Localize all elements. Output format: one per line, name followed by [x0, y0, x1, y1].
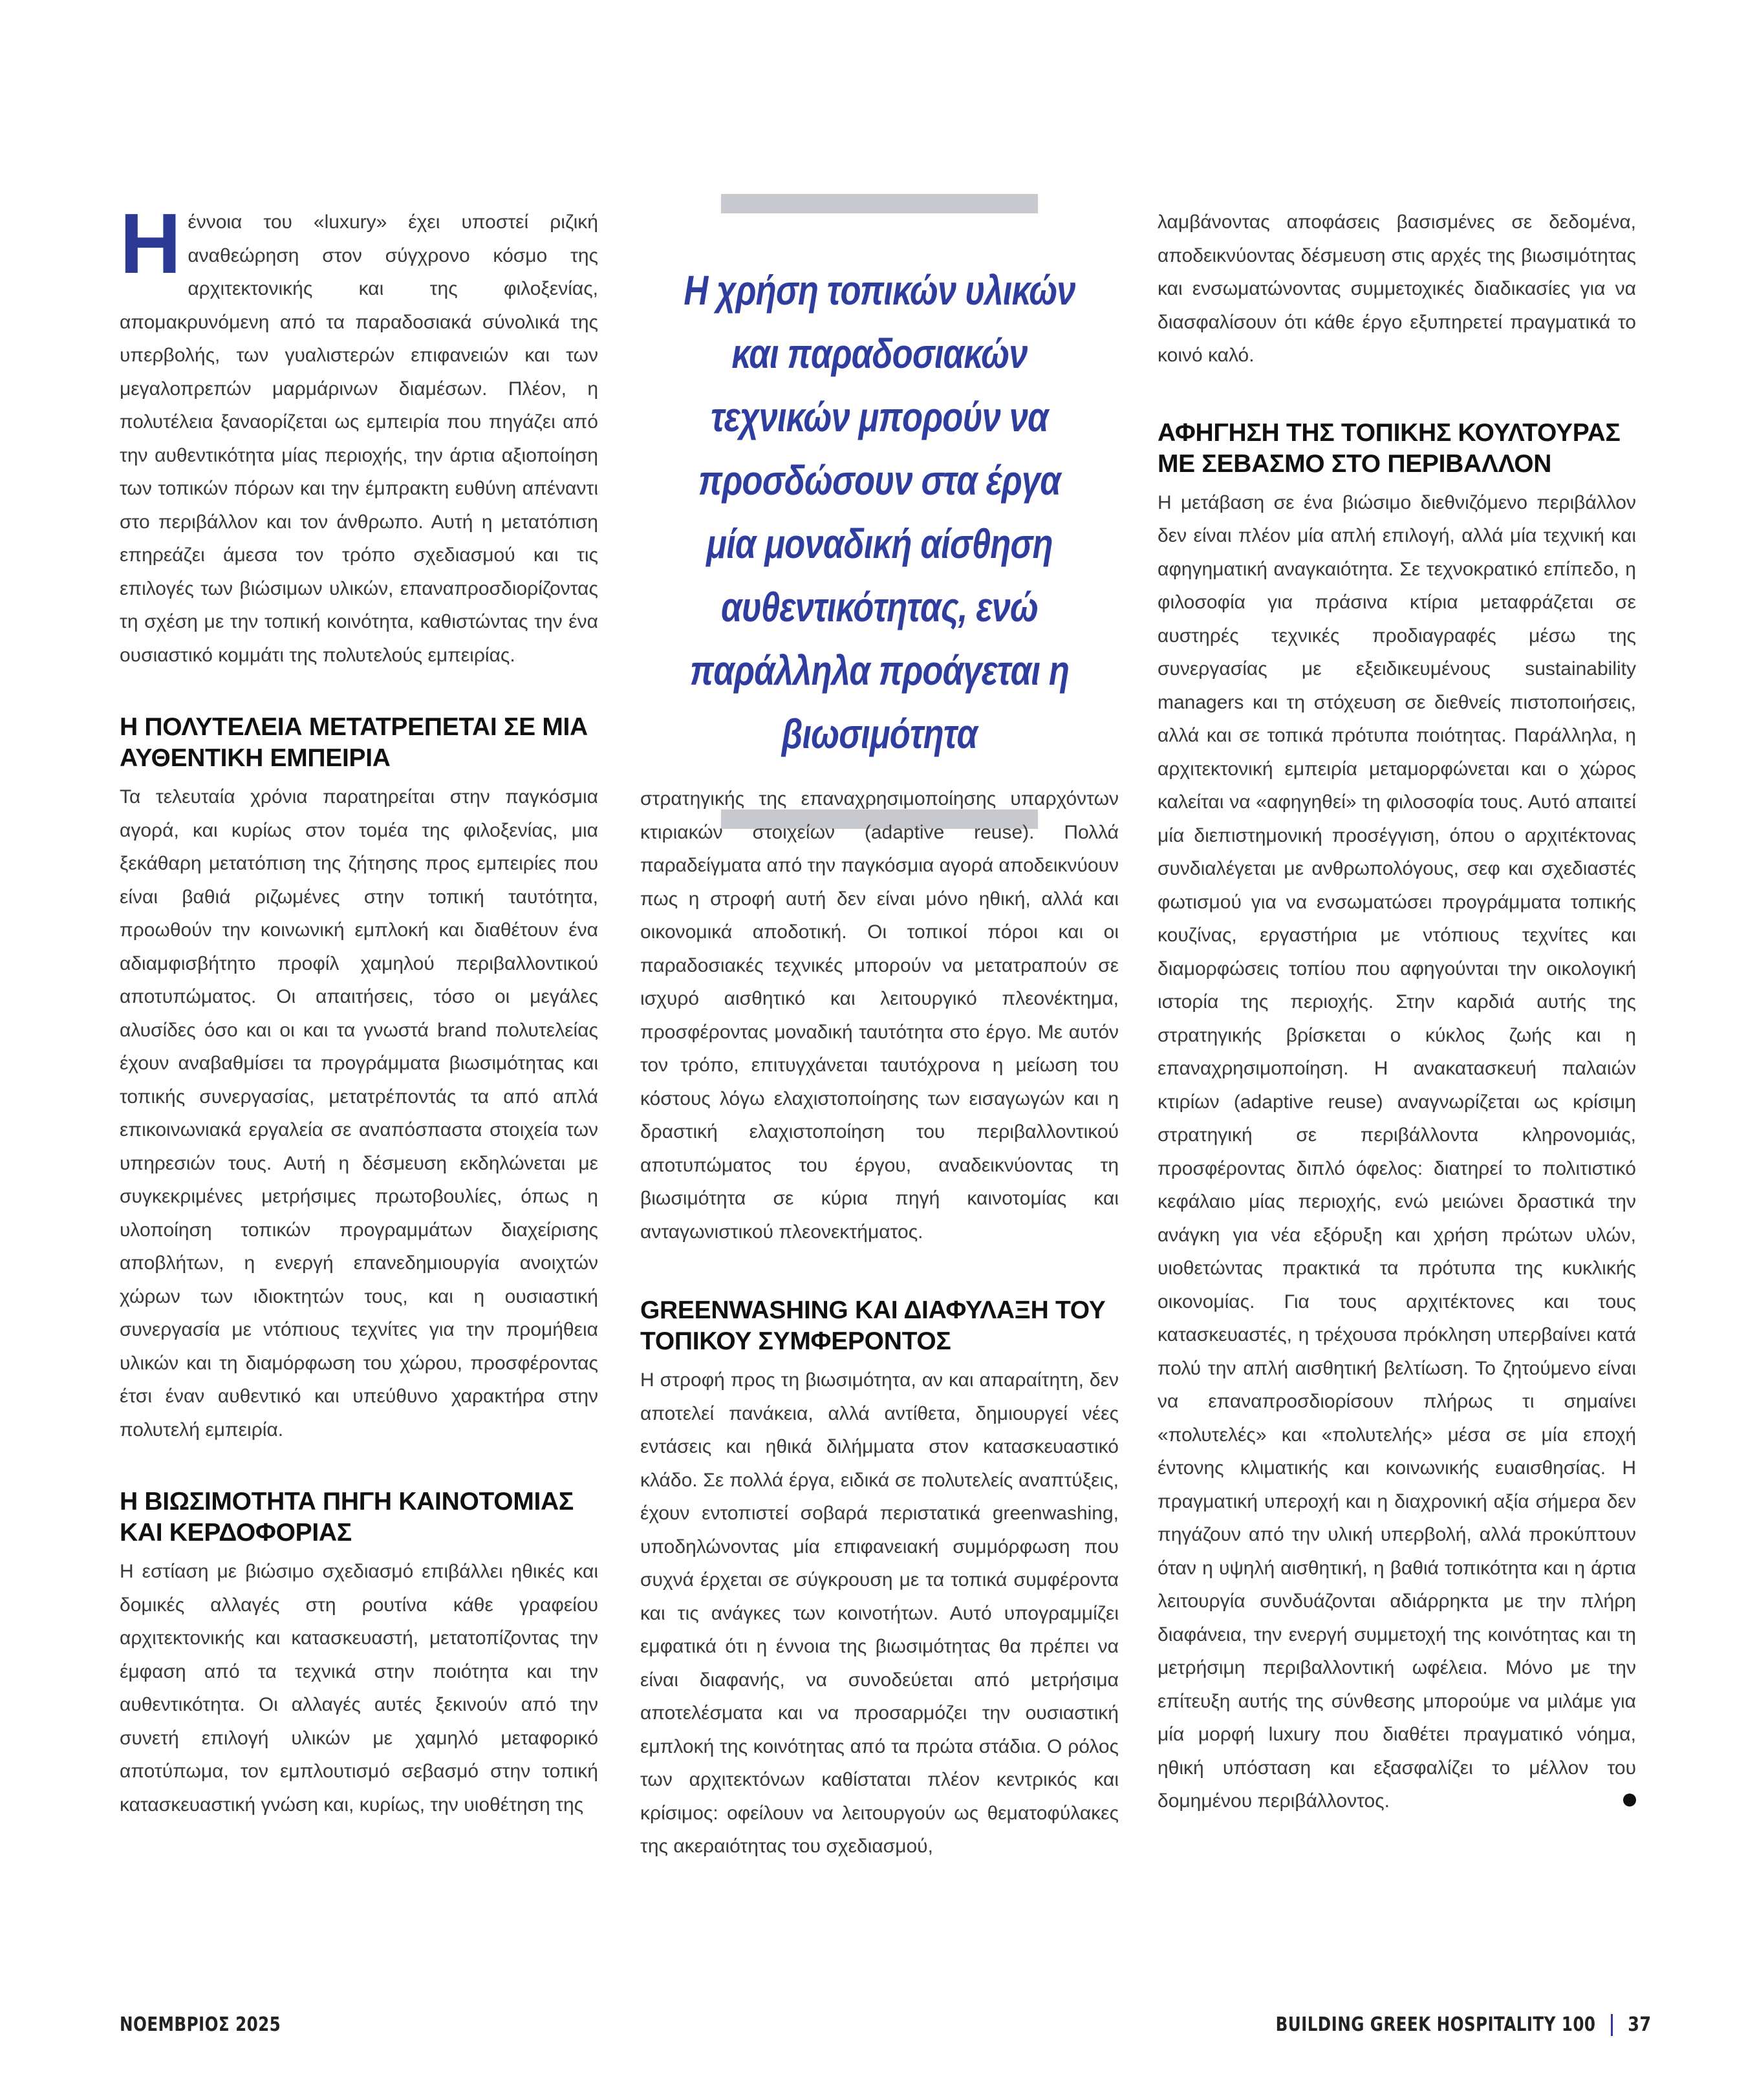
- footer-magazine-title: BUILDING GREEK HOSPITALITY 100: [1275, 2013, 1596, 2036]
- middle-column: [640, 782, 1119, 1863]
- paragraph-adaptive-reuse: στρατηγικής της επαναχρησιμοποίησης υπαρχόντων κτιριακών στοιχείων (adaptive reuse). Πολλά παραδείγματα από την παγκόσμια αγορά αποδεικνύουν πως η στροφή αυτή δεν είναι μόνο ηθική, αλλά και οικονομικά αποδοτική. Οι τοπικοί πόροι και οι παραδοσιακές τεχνικές μπορούν να μετατραπούν σε ισχυρό αισθητικό και λειτουργικό πλεονέκτημα, προσφέροντας μοναδική ταυτότητα στο έργο. Με αυτόν τον τρόπο, επιτυγχάνεται ταυτόχρονα η μείωση του κόστους λόγω ελαχιστοποίησης των εισαγωγών και η δραστική ελαχιστοποίηση του περιβαλλοντικού αποτυπώματος του έργου, αναδεικνύοντας τη βιωσιμότητα σε κύρια πηγή καινοτομίας και ανταγωνιστικού πλεονεκτήματος.: [640, 788, 1119, 1243]
- section-heading-greenwashing: GREENWASHING ΚΑΙ ΔΙΑΦΥΛΑΞΗ ΤΟΥ ΤΟΠΙΚΟΥ ΣΥΜΦΕΡΟΝΤΟΣ: [640, 1296, 1106, 1355]
- paragraph-sustainability-innovation: Η εστίαση με βιώσιμο σχεδιασμό επιβάλλει ηθικές και δομικές αλλαγές στη ρουτίνα κάθε γραφείου αρχιτεκτονικής και κατασκευαστή, μετατοπίζοντας την έμφαση από τα τεχνικά στην ποιότητα και την αυθεντικότητα. Οι αλλαγές αυτές ξεκινούν από την συνετή επιλογή υλικών με χαμηλό μεταφορικό αποτύπωμα, τον εμπλουτισμό σεβασμό στην τοπική κατασκευαστική γνώση και, κυρίως, την υιοθέτηση της: [120, 1561, 598, 1816]
- paragraph-local-culture: [1158, 486, 1636, 1818]
- drop-cap: Η: [120, 196, 179, 291]
- intro-paragraph: έννοια του «luxury» έχει υποστεί ριζική αναθεώρηση στον σύγχρονο κόσμο της αρχιτεκτονικής και της φιλοξενίας, απομακρυνόμενη από τα παραδοσιακά σύνολικά της υπερβολής, των γυαλιστερών επιφανειών και των μεγαλοπρεπών μαρμάρινων διαμέσων. Πλέον, η πολυτέλεια ξαναορίζεται ως εμπειρία που πηγάζει από την αυθεντικότητα μίας περιοχής, την άρτια αξιοποίηση των τοπικών πόρων και την έμπρακτη ευθύνη απέναντι στο περιβάλλον και τον άνθρωπο. Αυτή η μετατόπιση επηρεάζει άμεσα τον τρόπο σχεδιασμού και τις επιλογές των βιώσιμων υλικών, επαναπροσδιορίζοντας τη σχέση με την τοπική κοινότητα, καθιστώντας την ένα ουσιαστικό κομμάτι της πολυτελούς εμπειρίας.: [120, 211, 598, 666]
- left-column: [120, 196, 598, 1821]
- right-column: [1158, 206, 1636, 1818]
- intro-block: [120, 196, 598, 672]
- footer-right: [1205, 2013, 1654, 2036]
- footer-separator: [1611, 2014, 1613, 2036]
- pull-quote: [637, 194, 1122, 829]
- paragraph-luxury-experience: Τα τελευταία χρόνια παρατηρείται στην παγκόσμια αγορά, και κυρίως στον τομέα της φιλοξενίας, μια ξεκάθαρη μετατόπιση της ζήτησης προς εμπειρίες που είναι βαθιά ριζωμένες στην τοπική ταυτότητα, προωθούν την κοινωνική εμπλοκή και διαθέτουν ένα αδιαμφισβήτητο προφίλ χαμηλού περιβαλλοντικού αποτυπώματος. Οι απαιτήσεις, τόσο οι μεγάλες αλυσίδες όσο και οι και τα γνωστά brand πολυτελείας έχουν αναβαθμίσει τα προγράμματα βιωσιμότητας και τοπικής συνεργασίας, μετατρέποντάς τα από απλά επικοινωνιακά εργαλεία σε αναπόσπαστα στοιχεία των υπηρεσιών τους. Αυτή η δέσμευση εκδηλώνεται με συγκεκριμένες μετρήσιμες πρωτοβουλίες, όπως η υλοποίηση τοπικών προγραμμάτων διαχείρισης αποβλήτων, η ενεργή επανεδημιουργία ανοιχτών χώρων των ιδιοκτητών τους, και η ουσιαστική συνεργασία με ντόπιους τεχνίτες για την προμήθεια υλικών και τη διαμόρφωση του χώρου, προσφέροντας έτσι έναν αυθεντικό και υπεύθυνο χαρακτήρα στην πολυτελή εμπειρία.: [120, 786, 598, 1441]
- section-heading-luxury-experience: Η ΠΟΛΥΤΕΛΕΙΑ ΜΕΤΑΤΡΕΠΕΤΑΙ ΣΕ ΜΙΑ ΑΥΘΕΝΤΙΚΗ ΕΜΠΕΙΡΙΑ: [120, 713, 588, 772]
- paragraph-greenwashing: Η στροφή προς τη βιωσιμότητα, αν και απαραίτητη, δεν αποτελεί πανάκεια, αλλά αντίθετα, δημιουργεί νέες εντάσεις και ηθικά διλήμματα στον κατασκευαστικό κλάδο. Σε πολλά έργα, ειδικά σε πολυτελείς αναπτύξεις, έχουν εντοπιστεί σοβαρά περιστατικά greenwashing, υποδηλώνοντας μία επιφανειακή συμμόρφωση που συχνά έρχεται σε σύγκρουση με τα τοπικά συμφέροντα και τις ανάγκες των κοινοτήτων. Αυτό υπογραμμίζει εμφατικά ότι η έννοια της βιωσιμότητας θα πρέπει να είναι διαφανής, να συνοδεύεται από μετρήσιμα αποτελέσματα και να προσαρμόζει την ουσιαστική εμπλοκή της κοινότητας από τα πρώτα στάδια. Ο ρόλος των αρχιτεκτόνων καθίσταται πλέον κεντρικός και κρίσιμος: οφείλουν να λειτουργούν ως θεματοφύλακες της ακεραιότητας του σχεδιασμού,: [640, 1369, 1119, 1857]
- paragraph-continuation: λαμβάνοντας αποφάσεις βασισμένες σε δεδομένα, αποδεικνύοντας δέσμευση στις αρχές της βιωσιμότητας και ενσωματώνοντας συμμετοχικές διαδικασίες για να διασφαλίσουν ότι κάθε έργο εξυπηρετεί πραγματικά το κοινό καλό.: [1158, 211, 1636, 366]
- section-heading-sustainability-innovation: Η ΒΙΩΣΙΜΟΤΗΤΑ ΠΗΓΗ ΚΑΙΝΟΤΟΜΙΑΣ ΚΑΙ ΚΕΡΔΟΦΟΡΙΑΣ: [120, 1488, 574, 1547]
- pull-quote-text: Η χρήση τοπικών υλικών και παραδοσιακών τεχνικών μπορούν να προσδώσουν στα έργα μία μοναδική αίσθηση αυθεντικότητας, ενώ παράλληλα προάγεται η βιωσιμότητα: [684, 267, 1075, 757]
- paragraph-local-culture-text: Η μετάβαση σε ένα βιώσιμο διεθνιζόμενο περιβάλλον δεν είναι πλέον μία απλή επιλογή, αλλά μία τεχνική και αφηγηματική αναγκαιότητα. Σε τεχνοκρατικό επίπεδο, η φιλοσοφία για πράσινα κτίρια μεταφράζεται σε αυστηρές τεχνικές προδιαγραφές μέσω της συνεργασίας με εξειδικευμένους sustainability managers και τη στόχευση σε διεθνείς πιστοποιήσεις, αλλά και σε τοπικά πρότυπα ποιότητας. Παράλληλα, η αρχιτεκτονική εμπειρία μεταμορφώνεται και ο χώρος καλείται να «αφηγηθεί» τη φιλοσοφία τους. Αυτό απαιτεί μία διεπιστημονική προσέγγιση, όπου ο αρχιτέκτονας συνδιαλέγεται με ανθρωπολόγους, σεφ και σχεδιαστές φωτισμού για να ενσωματώσει προγράμματα τοπικής κουζίνας, εργαστήρια με ντόπιους τεχνίτες και διαμορφώσεις τοπίου που αφηγούνται την οικολογική ιστορία της περιοχής. Στην καρδιά αυτής της στρατηγικής βρίσκεται ο κύκλος ζωής και η επαναχρησιμοποίηση. Η ανακατασκευή παλαιών κτιρίων (adaptive reuse) αναγνωρίζεται ως κρίσιμη στρατηγική σε περιβάλλοντα κληρονομιάς, προσφέροντας διπλό όφελος: διατηρεί το πολιτιστικό κεφάλαιο μίας περιοχής, ενώ μειώνει δραστικά την ανάγκη για νέα εξόρυξη και χρήση πρώτων υλών, υιοθετώντας πρακτικά τα πρότυπα της κυκλικής οικονομίας. Για τους αρχιτέκτονες και τους κατασκευαστές, η τρέχουσα πρόκληση υπερβαίνει κατά πολύ την απλή αισθητική βελτίωση. Το ζητούμενο είναι να επαναπροσδιορίσουν πλήρως τι σημαίνει «πολυτελές» και «πολυτελής» μέσα σε μία εποχή έντονης κλιματικής και κοινωνικής ευαισθησίας. Η πραγματική υπεροχή και η διαχρονική αξία σήμερα δεν πηγάζουν από την υλική υπερβολή, αλλά προκύπτουν όταν η υψηλή αισθητική, η βαθιά τοπικότητα και η άρτια λειτουργία συνδυάζονται αδιάρρηκτα με την πλήρη διαφάνεια, την ενεργή συμμετοχή της κοινότητας και τη μετρήσιμη περιβαλλοντική ωφέλεια. Μόνο με την επίτευξη αυτής της σύνθεσης μπορούμε να μιλάμε για μία μορφή luxury που διαθέτει πραγματικό νόημα, ηθική υπόσταση και εξασφαλίζει το μέλλον του δομημένου περιβάλλοντος.: [1158, 491, 1636, 1812]
- footer-issue-date: ΝΟΕΜΒΡΙΟΣ 2025: [120, 2013, 281, 2036]
- page-number: 37: [1628, 2013, 1652, 2036]
- page-footer: [120, 2013, 1654, 2046]
- end-of-article-mark-icon: [1623, 1794, 1636, 1806]
- pull-quote-top-bar: [721, 194, 1038, 213]
- section-heading-local-culture: ΑΦΗΓΗΣΗ ΤΗΣ ΤΟΠΙΚΗΣ ΚΟΥΛΤΟΥΡΑΣ ΜΕ ΣΕΒΑΣΜΟ ΣΤΟ ΠΕΡΙΒΑΛΛΟΝ: [1158, 418, 1621, 478]
